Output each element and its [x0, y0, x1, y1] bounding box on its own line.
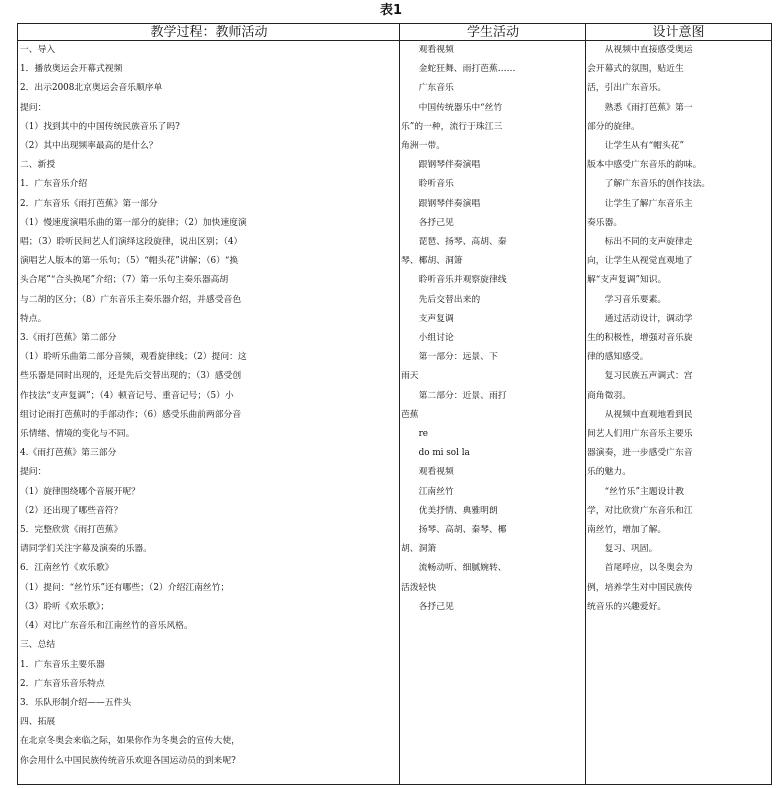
teacher-activity-line: 唱；（3）聆听民间艺人们演绎这段旋律，说出区别；（4） — [20, 237, 243, 248]
design-intent-line: 商角徵羽。 — [587, 390, 631, 401]
student-activity-line: 扬琴、高胡、秦琴、椰 — [401, 525, 507, 536]
design-intent-line: 部分的旋律。 — [587, 121, 640, 132]
teacher-activity-line: 组讨论雨打芭蕉时的手部动作；（6）感受乐曲前两部分音 — [20, 409, 242, 420]
design-intent-line: 首尾呼应，以冬奥会为 — [587, 563, 693, 574]
table-caption: 表1 — [379, 3, 403, 18]
teacher-activity-line: 2．广东音乐音乐特点 — [20, 678, 105, 689]
teacher-activity-line: （2）还出现了哪些音符？ — [20, 505, 123, 516]
teacher-activity-line: 你会用什么中国民族传统音乐欢迎各国运动员的到来呢? — [20, 755, 236, 766]
teacher-activity-line: 4.《雨打芭蕉》第三部分 — [20, 448, 117, 459]
teacher-activity-line: 四、拓展 — [20, 717, 56, 728]
student-activity-line: 流畅动听、细腻婉转、 — [401, 563, 507, 574]
design-intent-line: 从视频中直接感受奥运 — [587, 45, 693, 55]
design-intent-line: 律的感知感受。 — [587, 352, 649, 363]
teacher-activity-line: （1）提问：“丝竹乐”还有哪些；（2）介绍江南丝竹； — [20, 582, 230, 593]
teacher-activity-line: 1．广东音乐主要乐器 — [20, 659, 105, 670]
teacher-activity-line: （2）其中出现频率最高的是什么？ — [20, 141, 158, 152]
teacher-activity-line: 5．完整欣赏《雨打芭蕉》 — [20, 525, 123, 536]
student-activity-line: 聆听音乐并观察旋律线 — [401, 275, 507, 286]
design-intent-line: 复习、巩固。 — [587, 544, 658, 555]
teacher-activity-line: 1．广东音乐介绍 — [20, 179, 88, 190]
header-teacher-activity: 教学过程：教师活动 — [18, 24, 400, 41]
teacher-activity-line: 6．江南丝竹《欢乐歌》 — [20, 563, 114, 574]
student-activity-line: 小组讨论 — [401, 333, 454, 344]
student-activity-line: 优美抒情、典雅明朗 — [401, 505, 498, 516]
teacher-activity-line: 演唱艺人版本的第一乐句；（5）“帽头花”讲解；（6）“换 — [20, 256, 239, 267]
design-intent-line: 让学生了解广东音乐主 — [587, 198, 693, 209]
teacher-activity-line: 些乐器是同时出现的，还是先后交替出现的；（3）感受创 — [20, 371, 242, 382]
student-activity-line: 角洲一带。 — [401, 141, 445, 152]
design-intent-line: 从视频中直观地看到民 — [587, 409, 693, 420]
design-intent-line: 解“支声复调”知识。 — [587, 275, 667, 286]
teacher-activity-line: 三、总结 — [20, 640, 56, 651]
header-design-intent: 设计意图 — [586, 24, 771, 41]
teacher-activity-line: 3.《雨打芭蕉》第二部分 — [20, 333, 117, 344]
student-activity-line: 第二部分：近景、雨打 — [401, 390, 507, 401]
student-activity-line: 聆听音乐 — [401, 179, 454, 190]
design-intent-line: 南丝竹，增加了解。 — [587, 525, 667, 536]
teacher-activity-line: 2．出示2008北京奥运会音乐顺序单 — [20, 83, 163, 94]
design-intent-column — [586, 41, 771, 784]
design-intent-line: 会开幕式的氛围，贴近生 — [587, 64, 684, 75]
design-intent-line: 向，让学生从视觉直观地了 — [587, 256, 693, 267]
lesson-plan-table — [17, 23, 772, 785]
student-activity-line: 各抒己见 — [401, 601, 454, 612]
student-activity-line: 各抒己见 — [401, 217, 454, 228]
teacher-activity-line: 提问： — [20, 102, 47, 113]
column-divider — [585, 24, 586, 784]
design-intent-line: 学习音乐要素。 — [587, 294, 667, 305]
student-activity-line: 江南丝竹 — [401, 486, 454, 497]
design-intent-line: 奏乐器。 — [587, 217, 623, 228]
teacher-activity-line: 特点。 — [20, 313, 47, 324]
teacher-activity-line: 头合尾”“合头换尾”介绍；（7）第一乐句主奏乐器高胡 — [20, 275, 229, 286]
teacher-activity-line: 3．乐队形制介绍——五件头 — [20, 697, 132, 708]
student-activity-line: 先后交替出来的 — [401, 294, 481, 305]
design-intent-line: 乐的魅力。 — [587, 467, 631, 478]
design-intent-line: “丝竹乐”主题设计教 — [587, 486, 684, 497]
teacher-activity-column — [18, 41, 400, 784]
design-intent-line: 活，引出广东音乐。 — [587, 83, 667, 94]
student-activity-line: 活泼轻快 — [401, 582, 437, 593]
student-activity-line: 第一部分：远景、下 — [401, 352, 498, 363]
teacher-activity-line: （4）对比广东音乐和江南丝竹的音乐风格。 — [20, 621, 193, 632]
teacher-activity-line: （1）旋律围绕哪个音展开呢？ — [20, 486, 140, 497]
teacher-activity-line: 请同学们关注字幕及演奏的乐器。 — [20, 544, 152, 555]
design-intent-line: 学，对比欣赏广东音乐和江 — [587, 505, 693, 516]
design-intent-line: 让学生从有“帽头花” — [587, 141, 684, 152]
teacher-activity-line: 与二胡的区分；（8）广东音乐主奏乐器介绍，并感受音色 — [20, 294, 242, 305]
student-activity-line: 观看视频 — [401, 467, 454, 478]
teacher-activity-line: （3）聆听《欢乐歌》； — [20, 601, 110, 612]
student-activity-line: 跟钢琴伴奏演唱 — [401, 198, 481, 209]
teacher-activity-line: 二、新授 — [20, 160, 56, 171]
student-activity-line: 琵琶、扬琴、高胡、秦 — [401, 237, 507, 248]
design-intent-line: 通过活动设计，调动学 — [587, 313, 693, 324]
design-intent-line: 生的积极性，增强对音乐旋 — [587, 333, 693, 344]
design-intent-line: 例，培养学生对中国民族传 — [587, 582, 693, 593]
design-intent-line: 复习民族五声调式：宫 — [587, 371, 693, 382]
student-activity-line: re — [401, 429, 429, 440]
teacher-activity-line: 乐情绪、情境的变化与不同。 — [20, 429, 135, 440]
design-intent-line: 器演奏，进一步感受广东音 — [587, 448, 693, 459]
student-activity-line: 芭蕉 — [401, 409, 419, 420]
student-activity-line: 支声复调 — [401, 313, 454, 324]
student-activity-line: 乐”的一种，流行于珠江三 — [401, 121, 503, 132]
student-activity-line: 跟钢琴伴奏演唱 — [401, 160, 481, 171]
student-activity-line: 广东音乐 — [401, 83, 454, 94]
teacher-activity-line: 1．播放奥运会开幕式视频 — [20, 64, 123, 75]
student-activity-column — [400, 41, 586, 784]
student-activity-line: 观看视频 — [401, 45, 454, 55]
design-intent-line: 标出不同的支声旋律走 — [587, 237, 693, 248]
teacher-activity-line: 2．广东音乐《雨打芭蕉》第一部分 — [20, 198, 158, 209]
teacher-activity-line: （1）慢速度演唱乐曲的第一部分的旋律；（2）加快速度演 — [20, 217, 247, 228]
design-intent-line: 统音乐的兴趣爱好。 — [587, 601, 667, 612]
teacher-activity-line: （1）找到其中的中国传统民族音乐了吗? — [20, 121, 180, 132]
student-activity-line: 中国传统器乐中“丝竹 — [401, 102, 503, 113]
design-intent-line: 熟悉《雨打芭蕉》第一 — [587, 102, 693, 113]
student-activity-line: 雨天 — [401, 371, 419, 382]
student-activity-line: do mi sol la — [401, 448, 470, 459]
design-intent-line: 了解广东音乐的创作技法。 — [587, 179, 711, 190]
teacher-activity-line: 作技法“支声复调”；（4）顿音记号、重音记号；（5）小 — [20, 390, 234, 401]
student-activity-line: 金蛇狂舞、雨打芭蕉…… — [401, 64, 516, 75]
header-student-activity: 学生活动 — [400, 24, 586, 41]
teacher-activity-line: 一、导入 — [20, 45, 56, 55]
design-intent-line: 版本中感受广东音乐的韵味。 — [587, 160, 702, 171]
teacher-activity-line: （1）聆听乐曲第二部分音频，观看旋律线；（2）提问：这 — [20, 352, 247, 363]
design-intent-line: 间艺人们用广东音乐主要乐 — [587, 429, 693, 440]
student-activity-line: 胡、洞箫 — [401, 544, 437, 555]
teacher-activity-line: 提问： — [20, 467, 47, 478]
column-divider — [399, 24, 400, 784]
student-activity-line: 琴、椰胡、洞箫 — [401, 256, 463, 267]
teacher-activity-line: 在北京冬奥会来临之际，如果你作为冬奥会的宣传大使， — [20, 736, 240, 747]
